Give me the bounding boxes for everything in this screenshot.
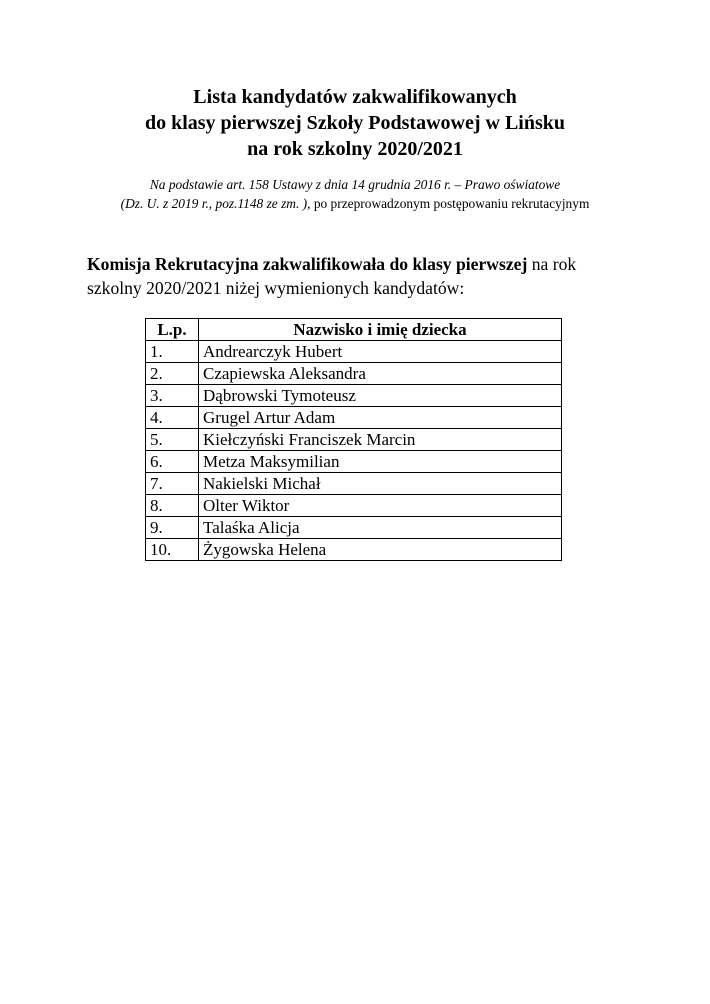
row-name: Kiełczyński Franciszek Marcin bbox=[199, 429, 562, 451]
row-number: 3. bbox=[146, 385, 199, 407]
legal-citation: (Dz. U. z 2019 r., poz.1148 ze zm. ), bbox=[120, 196, 311, 211]
table-row bbox=[146, 539, 562, 561]
title-line-3: na rok szkolny 2020/2021 bbox=[247, 138, 463, 160]
table-row bbox=[146, 517, 562, 539]
row-name: Olter Wiktor bbox=[199, 495, 562, 517]
title-line-2: do klasy pierwszej Szkoły Podstawowej w Lińsku bbox=[144, 112, 566, 134]
row-number: 2. bbox=[146, 363, 199, 385]
candidates-table bbox=[145, 318, 562, 561]
title-line-1: Lista kandydatów zakwalifikowanych bbox=[193, 86, 517, 108]
table-row bbox=[146, 407, 562, 429]
row-name: Czapiewska Aleksandra bbox=[199, 363, 562, 385]
row-number: 1. bbox=[146, 341, 199, 363]
legal-basis bbox=[0, 175, 710, 213]
row-name: Żygowska Helena bbox=[199, 539, 562, 561]
intro-line-2: szkolny 2020/2021 niżej wymienionych kandydatów: bbox=[87, 278, 465, 298]
row-number: 8. bbox=[146, 495, 199, 517]
row-number: 10. bbox=[146, 539, 199, 561]
table-row bbox=[146, 385, 562, 407]
column-header-lp: L.p. bbox=[146, 319, 199, 341]
intro-line-1 bbox=[87, 252, 647, 276]
legal-line-2 bbox=[0, 194, 710, 213]
intro-line-1-rest: na rok bbox=[527, 254, 577, 274]
row-number: 6. bbox=[146, 451, 199, 473]
intro-bold: Komisja Rekrutacyjna zakwalifikowała do klasy pierwszej bbox=[87, 254, 528, 274]
document-title bbox=[0, 84, 710, 162]
legal-line-1: Na podstawie art. 158 Ustawy z dnia 14 grudnia 2016 r. – Prawo oświatowe bbox=[149, 177, 561, 192]
row-number: 5. bbox=[146, 429, 199, 451]
table-row bbox=[146, 451, 562, 473]
row-name: Metza Maksymilian bbox=[199, 451, 562, 473]
row-name: Dąbrowski Tymoteusz bbox=[199, 385, 562, 407]
row-name: Talaśka Alicja bbox=[199, 517, 562, 539]
table-header-row bbox=[146, 319, 562, 341]
column-header-name: Nazwisko i imię dziecka bbox=[199, 319, 562, 341]
row-number: 7. bbox=[146, 473, 199, 495]
table-row bbox=[146, 363, 562, 385]
intro-paragraph bbox=[87, 252, 647, 300]
row-number: 9. bbox=[146, 517, 199, 539]
legal-line-2-rest: po przeprowadzonym postępowaniu rekrutacyjnym bbox=[310, 196, 590, 211]
row-number: 4. bbox=[146, 407, 199, 429]
table-row bbox=[146, 495, 562, 517]
row-name: Grugel Artur Adam bbox=[199, 407, 562, 429]
row-name: Nakielski Michał bbox=[199, 473, 562, 495]
table-row bbox=[146, 473, 562, 495]
row-name: Andrearczyk Hubert bbox=[199, 341, 562, 363]
table-row bbox=[146, 341, 562, 363]
table-row bbox=[146, 429, 562, 451]
